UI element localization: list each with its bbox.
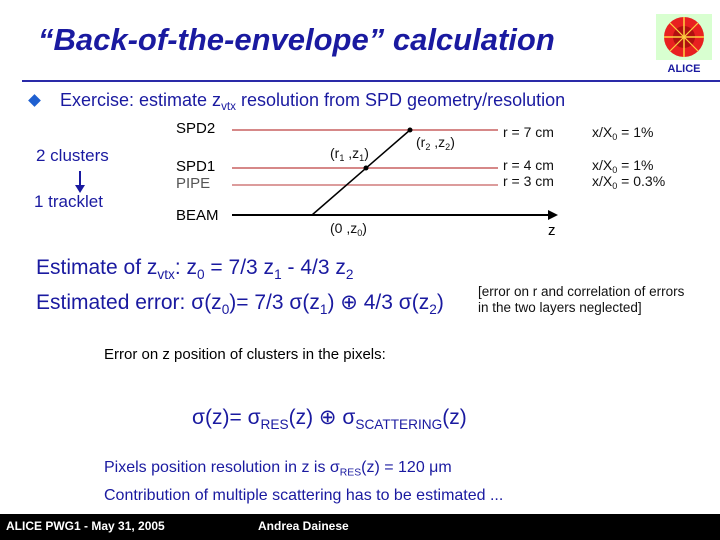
note-line-1: [error on r and correlation of errors (478, 284, 685, 299)
spd1-thickness: $x/X_0 = 1\%$ (592, 157, 654, 176)
footer-left: ALICE PWG1 - May 31, 2005 (6, 519, 165, 533)
point-r2-label: ($r_2$ $,z_2$) (416, 134, 455, 153)
tracklet-label: 1 tracklet (34, 192, 103, 211)
pipe-radius: r = 3 cm (503, 173, 554, 189)
logo-text: ALICE (667, 63, 701, 75)
contribution-line: Contribution of multiple scattering has to be estimated ... (104, 487, 504, 504)
spd2-radius: r = 7 cm (503, 124, 554, 140)
layer-beam: BEAM (176, 207, 219, 224)
z-axis-label: z (548, 222, 556, 239)
layer-spd2: SPD2 (176, 120, 216, 137)
track-line (312, 130, 410, 215)
cluster-point-2 (408, 128, 413, 133)
layer-spd1: SPD1 (176, 158, 216, 175)
note-line-2: in the two layers neglected] (478, 300, 642, 315)
page-title: “Back-of-the-envelope” calculation (38, 22, 555, 57)
footer-author: Andrea Dainese (258, 519, 349, 533)
cluster-point-1 (364, 166, 369, 171)
clusters-label: 2 clusters (36, 146, 109, 165)
neglect-note (478, 284, 684, 316)
error-line: Estimated error: $\sigma(z_0)= 7/3$ $\sigma(z_1)$ ⊕ 4/3 $\sigma(z_2)$ (36, 291, 444, 317)
point-origin-label: (0 $,z_0$) (330, 220, 367, 239)
point-r1-label: ($r_1$ $,z_1$) (330, 145, 369, 164)
pipe-thickness: $x/X_0 = 0.3\%$ (592, 173, 666, 192)
spd1-radius: r = 4 cm (503, 157, 554, 173)
exercise-text: Exercise: estimate $z_{vtx}$ resolution from SPD geometry/resolution (60, 90, 566, 114)
layer-pipe: PIPE (176, 175, 211, 192)
sigma-formula: $\sigma(z)= \sigma_{RES}(z)$ ⊕ $\sigma_{SCATTERING}(z)$ (192, 406, 467, 432)
pixels-heading: Error on z position of clusters in the pixels: (104, 346, 386, 363)
spd2-thickness: $x/X_0 = 1\%$ (592, 124, 654, 143)
resolution-line: Pixels position resolution in z is $\sigma_{RES}(z) = 120$ μm (104, 459, 452, 479)
estimate-line: Estimate of $z_{vtx}$: $z_0 = 7/3$ $z_1 - 4/3$ $z_2$ (36, 256, 354, 282)
axis-arrow-icon (548, 210, 558, 220)
